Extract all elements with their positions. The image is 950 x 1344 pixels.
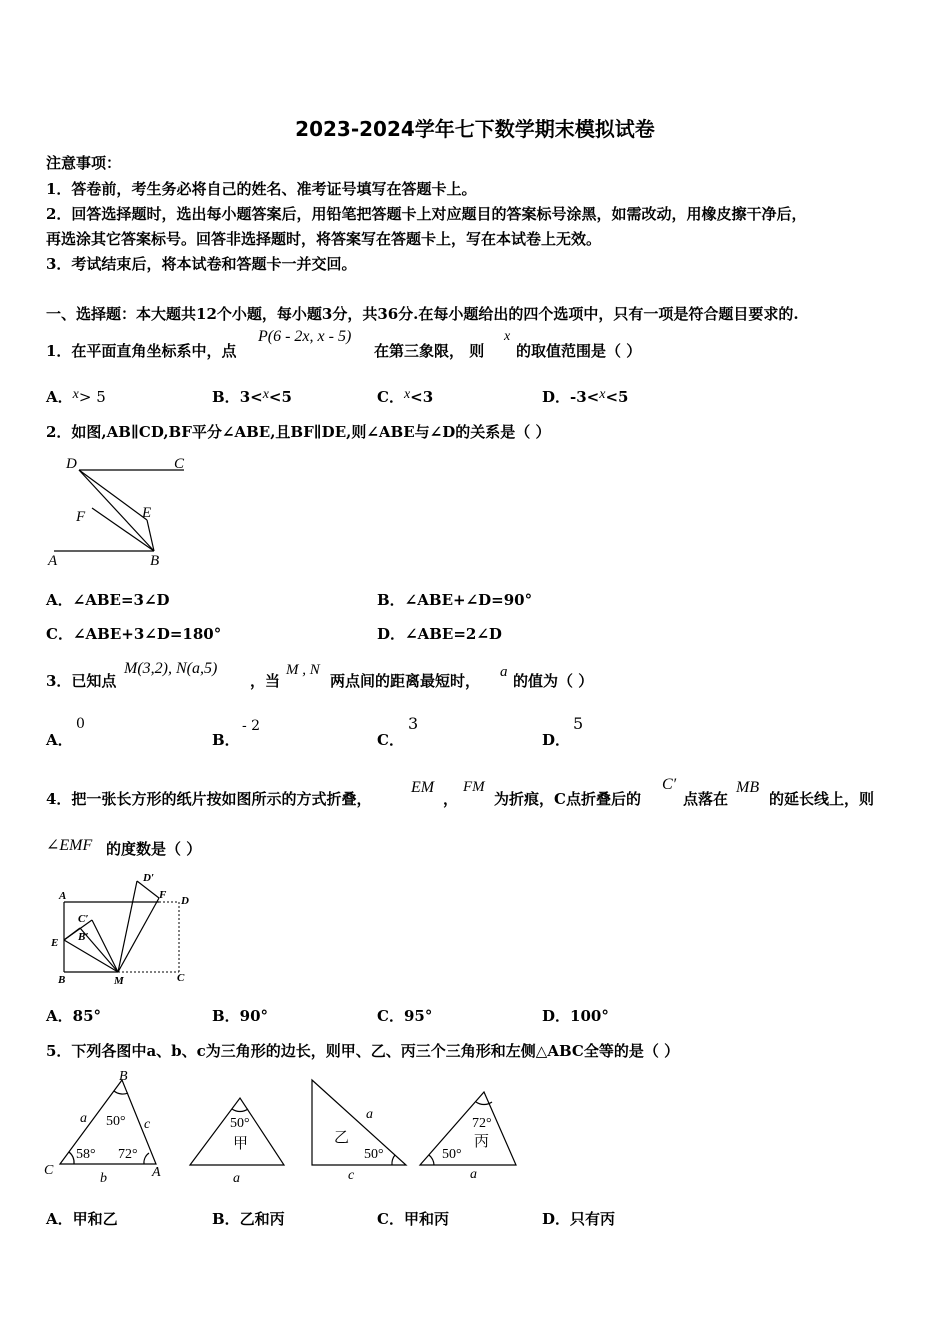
q3-option-a[interactable]: A． bbox=[46, 731, 73, 749]
q1-c-var: x bbox=[403, 387, 411, 402]
q4-label-A: A bbox=[59, 890, 67, 902]
q4-label-Cprime: C′ bbox=[78, 913, 89, 925]
q5-yi-angle: 50° bbox=[364, 1147, 384, 1162]
q5-stem: 5．下列各图中a、b、c为三角形的边长，则甲、乙、丙三个三角形和左侧△ABC全等的是（ ） bbox=[46, 1042, 680, 1060]
q5-yi-name: 乙 bbox=[334, 1130, 350, 1146]
q5-abc-angB: 50° bbox=[106, 1114, 126, 1129]
q2-option-b[interactable]: B．∠ABE+∠D=90° bbox=[377, 591, 533, 609]
q1-c-post: <3 bbox=[410, 388, 434, 406]
q2-figure bbox=[44, 450, 194, 570]
q4-option-a[interactable]: A．85° bbox=[46, 1007, 102, 1025]
q4-stem-mid2: 点落在 bbox=[683, 790, 729, 808]
q4-figure bbox=[44, 868, 204, 990]
q4-label-E: E bbox=[51, 937, 59, 949]
q2-option-c[interactable]: C．∠ABE+3∠D=180° bbox=[46, 625, 222, 643]
q5-jia-side: a bbox=[233, 1171, 240, 1186]
q2-option-a[interactable]: A．∠ABE=3∠D bbox=[46, 591, 170, 609]
q4-label-D: D bbox=[181, 895, 189, 907]
q1-b-var: x bbox=[262, 387, 269, 402]
q4-cprime: C′ bbox=[662, 776, 677, 793]
q5-jia-name: 甲 bbox=[233, 1136, 249, 1152]
q3-stem-pre: 3．已知点 bbox=[46, 672, 117, 690]
q5-option-d[interactable]: D．只有丙 bbox=[542, 1210, 616, 1228]
q5-abc-a: a bbox=[80, 1111, 87, 1126]
q3-stem-mid: ，当 bbox=[250, 672, 281, 690]
q1-option-d[interactable] bbox=[542, 386, 628, 407]
q4-label-Bprime: B′ bbox=[78, 931, 89, 943]
q5-yi-side-c: c bbox=[348, 1168, 355, 1183]
q4-stem-post2: 的度数是（ ） bbox=[106, 840, 202, 858]
q5-option-c[interactable]: C．甲和丙 bbox=[377, 1210, 449, 1228]
q1-a-var: x bbox=[72, 387, 79, 402]
q1-d-post: <5 bbox=[605, 388, 629, 406]
q5-abc-A: A bbox=[152, 1165, 161, 1180]
q2-option-d[interactable]: D．∠ABE=2∠D bbox=[377, 625, 502, 643]
q4-label-Dprime: D′ bbox=[143, 872, 155, 884]
notice-heading: 注意事项： bbox=[46, 154, 122, 172]
q5-bing-angle-left: 50° bbox=[442, 1147, 462, 1162]
q1-var: x bbox=[504, 329, 511, 344]
q5-abc-angC: 58° bbox=[76, 1147, 96, 1162]
q2-label-C: C bbox=[174, 456, 185, 472]
q4-option-c[interactable]: C．95° bbox=[377, 1007, 433, 1025]
q3-points: M(3,2), N(a,5) bbox=[124, 660, 218, 677]
notice-item-1: 1．答卷前，考生务必将自己的姓名、准考证号填写在答题卡上。 bbox=[46, 180, 477, 198]
q1-stem-mid: 在第三象限， 则 bbox=[374, 342, 485, 360]
q4-stem-pre: 4．把一张长方形的纸片按如图所示的方式折叠， bbox=[46, 790, 372, 808]
q4-em: EM bbox=[411, 779, 435, 796]
q2-label-E: E bbox=[142, 505, 152, 521]
q5-abc-c: c bbox=[144, 1117, 151, 1132]
q5-abc-angA: 72° bbox=[118, 1147, 138, 1162]
q1-d-label: D． bbox=[542, 388, 571, 406]
q1-b-post: <5 bbox=[268, 388, 292, 406]
q5-abc-C: C bbox=[44, 1163, 54, 1178]
notice-item-2: 2．回答选择题时，选出每小题答案后，用铅笔把答题卡上对应题目的答案标号涂黑，如需改动，用橡皮擦干净后， bbox=[46, 205, 807, 223]
q5-jia-angle: 50° bbox=[230, 1116, 250, 1131]
q1-option-b[interactable] bbox=[212, 386, 292, 407]
q4-label-M: M bbox=[114, 975, 124, 987]
q1-b-pre: 3< bbox=[239, 388, 263, 406]
q4-label-C: C bbox=[177, 972, 185, 984]
q1-option-c[interactable] bbox=[377, 386, 433, 407]
q3-a-value: 0 bbox=[76, 716, 85, 732]
q5-bing-side: a bbox=[470, 1167, 477, 1182]
q2-label-A: A bbox=[48, 553, 58, 569]
q3-option-d[interactable]: D． bbox=[542, 731, 571, 749]
q3-option-c[interactable]: C． bbox=[377, 731, 404, 749]
q4-stem-mid: 为折痕，C点折叠后的 bbox=[494, 790, 641, 808]
q4-angle: ∠EMF bbox=[46, 837, 93, 854]
q1-a-label: A． bbox=[46, 388, 73, 406]
q5-option-a[interactable]: A．甲和乙 bbox=[46, 1210, 118, 1228]
q5-bing-angle-top: 72° bbox=[472, 1116, 492, 1131]
q4-label-F: F bbox=[159, 889, 167, 901]
q1-stem-pre: 1．在平面直角坐标系中，点 bbox=[46, 342, 237, 360]
q1-d-var: x bbox=[599, 387, 606, 402]
q4-fm: FM bbox=[463, 779, 485, 795]
q2-label-B: B bbox=[150, 553, 160, 569]
q1-b-label: B． bbox=[212, 388, 240, 406]
section-heading: 一、选择题：本大题共12个小题，每小题3分，共36分.在每小题给出的四个选项中，只有一项是符合题目要求的. bbox=[46, 305, 799, 323]
q2-label-D: D bbox=[66, 456, 77, 472]
q3-d-value: 5 bbox=[573, 714, 584, 733]
q4-comma: ， bbox=[443, 790, 459, 808]
q1-point: P(6 - 2x, x - 5) bbox=[258, 328, 352, 345]
q5-yi-side-a: a bbox=[366, 1107, 373, 1122]
q5-bing-name: 丙 bbox=[474, 1134, 490, 1150]
q5-abc-B: B bbox=[119, 1069, 128, 1084]
q5-abc-b: b bbox=[100, 1171, 107, 1186]
q2-stem: 2．如图,AB∥CD,BF平分∠ABE,且BF∥DE,则∠ABE与∠D的关系是（ ） bbox=[46, 423, 551, 441]
q1-a-text: > 5 bbox=[78, 388, 106, 406]
q3-option-b[interactable]: B． bbox=[212, 731, 240, 749]
q3-b-value: - 2 bbox=[242, 718, 261, 734]
q5-figure bbox=[40, 1068, 530, 1188]
q4-option-b[interactable]: B．90° bbox=[212, 1007, 269, 1025]
q1-c-label: C． bbox=[377, 388, 404, 406]
page-title: 2023-2024学年七下数学期末模拟试卷 bbox=[295, 117, 655, 141]
q3-mn: M , N bbox=[286, 662, 320, 678]
notice-item-3: 3．考试结束后，将本试卷和答题卡一并交回。 bbox=[46, 255, 357, 273]
q3-stem-post: 的值为（ ） bbox=[513, 672, 594, 690]
q1-option-a[interactable] bbox=[46, 386, 106, 407]
q2-label-F: F bbox=[76, 509, 86, 525]
q4-option-d[interactable]: D．100° bbox=[542, 1007, 609, 1025]
q3-stem-mid2: 两点间的距离最短时， bbox=[330, 672, 481, 690]
q1-d-pre: -3< bbox=[570, 388, 600, 406]
notice-item-2-cont: 再选涂其它答案标号。回答非选择题时，将答案写在答题卡上，写在本试卷上无效。 bbox=[46, 230, 602, 248]
q4-stem-post: 的延长线上，则 bbox=[769, 790, 875, 808]
q1-stem-post: 的取值范围是（ ） bbox=[516, 342, 642, 360]
q3-c-value: 3 bbox=[408, 714, 419, 733]
q5-option-b[interactable]: B．乙和丙 bbox=[212, 1210, 285, 1228]
q3-var: a bbox=[500, 664, 508, 680]
q4-mb: MB bbox=[736, 779, 760, 796]
q4-label-B: B bbox=[58, 974, 66, 986]
